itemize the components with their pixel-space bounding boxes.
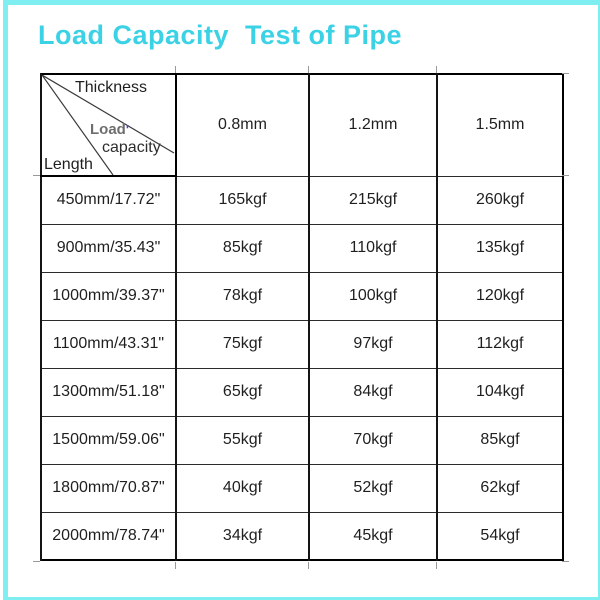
value-cell: 75kgf bbox=[176, 320, 309, 368]
value-cell: 215kgf bbox=[309, 176, 437, 224]
tick-mark bbox=[436, 66, 437, 73]
value-cell: 165kgf bbox=[176, 176, 309, 224]
load-capacity-table bbox=[40, 73, 564, 561]
length-cell: 900mm/35.43" bbox=[41, 224, 176, 272]
value-cell: 260kgf bbox=[437, 176, 563, 224]
length-cell: 1000mm/39.37" bbox=[41, 272, 176, 320]
value-cell: 65kgf bbox=[176, 368, 309, 416]
corner-header-cell bbox=[41, 74, 176, 176]
corner-label-thickness: Thickness bbox=[75, 79, 148, 96]
value-cell: 40kgf bbox=[176, 464, 309, 512]
value-cell: 55kgf bbox=[176, 416, 309, 464]
column-header-1-5mm: 1.5mm bbox=[437, 74, 563, 176]
column-header-1-2mm: 1.2mm bbox=[309, 74, 437, 176]
value-cell: 45kgf bbox=[309, 512, 437, 560]
tick-mark bbox=[308, 66, 309, 73]
page-title: Load Capacity Test of Pipe bbox=[38, 20, 403, 50]
tick-mark bbox=[33, 561, 40, 562]
corner-label-capacity: capacity bbox=[102, 139, 161, 156]
length-cell: 1300mm/51.18" bbox=[41, 368, 176, 416]
table-row bbox=[41, 272, 563, 320]
table-row bbox=[41, 416, 563, 464]
value-cell: 70kgf bbox=[309, 416, 437, 464]
tick-mark bbox=[562, 73, 569, 74]
tick-mark bbox=[436, 562, 437, 569]
length-cell: 2000mm/78.74" bbox=[41, 512, 176, 560]
value-cell: 34kgf bbox=[176, 512, 309, 560]
value-cell: 54kgf bbox=[437, 512, 563, 560]
table-row bbox=[41, 176, 563, 224]
value-cell: 85kgf bbox=[176, 224, 309, 272]
tick-mark bbox=[308, 562, 309, 569]
table-row bbox=[41, 224, 563, 272]
table-row bbox=[41, 320, 563, 368]
value-cell: 84kgf bbox=[309, 368, 437, 416]
length-cell: 1100mm/43.31" bbox=[41, 320, 176, 368]
tick-mark bbox=[33, 175, 40, 176]
table-header-row bbox=[41, 74, 563, 176]
corner-label-length: Length bbox=[44, 156, 93, 173]
value-cell: 120kgf bbox=[437, 272, 563, 320]
tick-mark bbox=[175, 66, 176, 73]
value-cell: 62kgf bbox=[437, 464, 563, 512]
value-cell: 104kgf bbox=[437, 368, 563, 416]
value-cell: 112kgf bbox=[437, 320, 563, 368]
table-row bbox=[41, 464, 563, 512]
length-cell: 450mm/17.72" bbox=[41, 176, 176, 224]
column-header-0-8mm: 0.8mm bbox=[176, 74, 309, 176]
cursor-mark: ' bbox=[125, 122, 129, 137]
value-cell: 100kgf bbox=[309, 272, 437, 320]
table-row bbox=[41, 512, 563, 560]
corner-label-load-text: Load bbox=[90, 121, 126, 138]
tick-mark bbox=[562, 561, 569, 562]
value-cell: 135kgf bbox=[437, 224, 563, 272]
value-cell: 110kgf bbox=[309, 224, 437, 272]
value-cell: 97kgf bbox=[309, 320, 437, 368]
tick-mark bbox=[175, 562, 176, 569]
length-cell: 1800mm/70.87" bbox=[41, 464, 176, 512]
length-cell: 1500mm/59.06" bbox=[41, 416, 176, 464]
tick-mark bbox=[562, 175, 569, 176]
value-cell: 85kgf bbox=[437, 416, 563, 464]
value-cell: 52kgf bbox=[309, 464, 437, 512]
table-row bbox=[41, 368, 563, 416]
value-cell: 78kgf bbox=[176, 272, 309, 320]
corner-label-load bbox=[90, 121, 129, 138]
